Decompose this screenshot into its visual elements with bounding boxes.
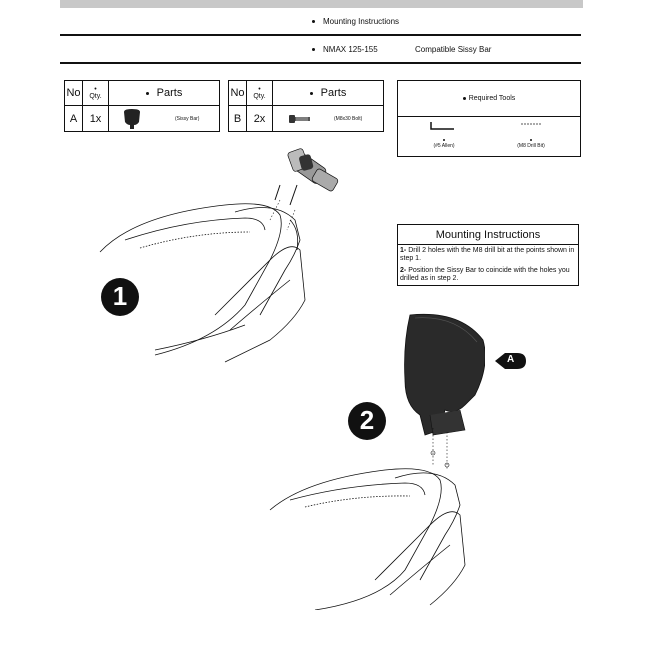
- instructions-title: Mounting Instructions: [398, 225, 578, 245]
- instruction-step-2: 2- Position the Sissy Bar to coincide with the holes you drilled as in step 2.: [400, 267, 570, 282]
- callout-a-label: A: [507, 354, 515, 365]
- tools-title: Required Tools: [398, 81, 580, 117]
- row-no: A: [65, 106, 83, 132]
- divider: [60, 62, 581, 64]
- col-qty: • Qty.: [247, 81, 273, 106]
- part-desc: (M8x30 Bolt): [334, 116, 363, 122]
- instructions-box: [397, 224, 579, 286]
- instructions-body: [398, 245, 578, 285]
- row-part: [273, 106, 384, 132]
- step-2-number: 2: [359, 405, 375, 435]
- col-parts: Parts: [109, 81, 220, 106]
- parts-table-a: [64, 80, 220, 132]
- col-parts: Parts: [273, 81, 384, 106]
- row-qty: 1x: [83, 106, 109, 132]
- drill-icon: [275, 148, 339, 205]
- col-no: No: [229, 81, 247, 106]
- part-desc: (Sissy Bar): [175, 116, 200, 122]
- row-no: B: [229, 106, 247, 132]
- top-bar: [60, 0, 583, 8]
- step-1-number: 1: [112, 281, 128, 311]
- header-title: Mounting Instructions: [312, 17, 399, 26]
- sissy-bar-icon: [121, 108, 143, 130]
- parts-table-b: [228, 80, 384, 132]
- divider: [60, 34, 581, 36]
- step-2-illustration: [265, 310, 485, 610]
- header-product: Compatible Sissy Bar: [415, 45, 492, 54]
- row-qty: 2x: [247, 106, 273, 132]
- required-tools-box: [397, 80, 581, 157]
- bolt-icon: [289, 114, 311, 124]
- col-qty: • Qty.: [83, 81, 109, 106]
- allen-key-icon: [430, 121, 456, 131]
- header-model: NMAX 125-155: [312, 45, 378, 54]
- col-no: No: [65, 81, 83, 106]
- row-part: [109, 106, 220, 132]
- drill-bit-icon: [520, 121, 542, 127]
- tool-1: (#5 Allen): [426, 137, 462, 149]
- tool-2: (M8 Drill Bit): [506, 137, 556, 149]
- instruction-step-1: 1- Drill 2 holes with the M8 drill bit at the points shown in step 1.: [400, 247, 575, 262]
